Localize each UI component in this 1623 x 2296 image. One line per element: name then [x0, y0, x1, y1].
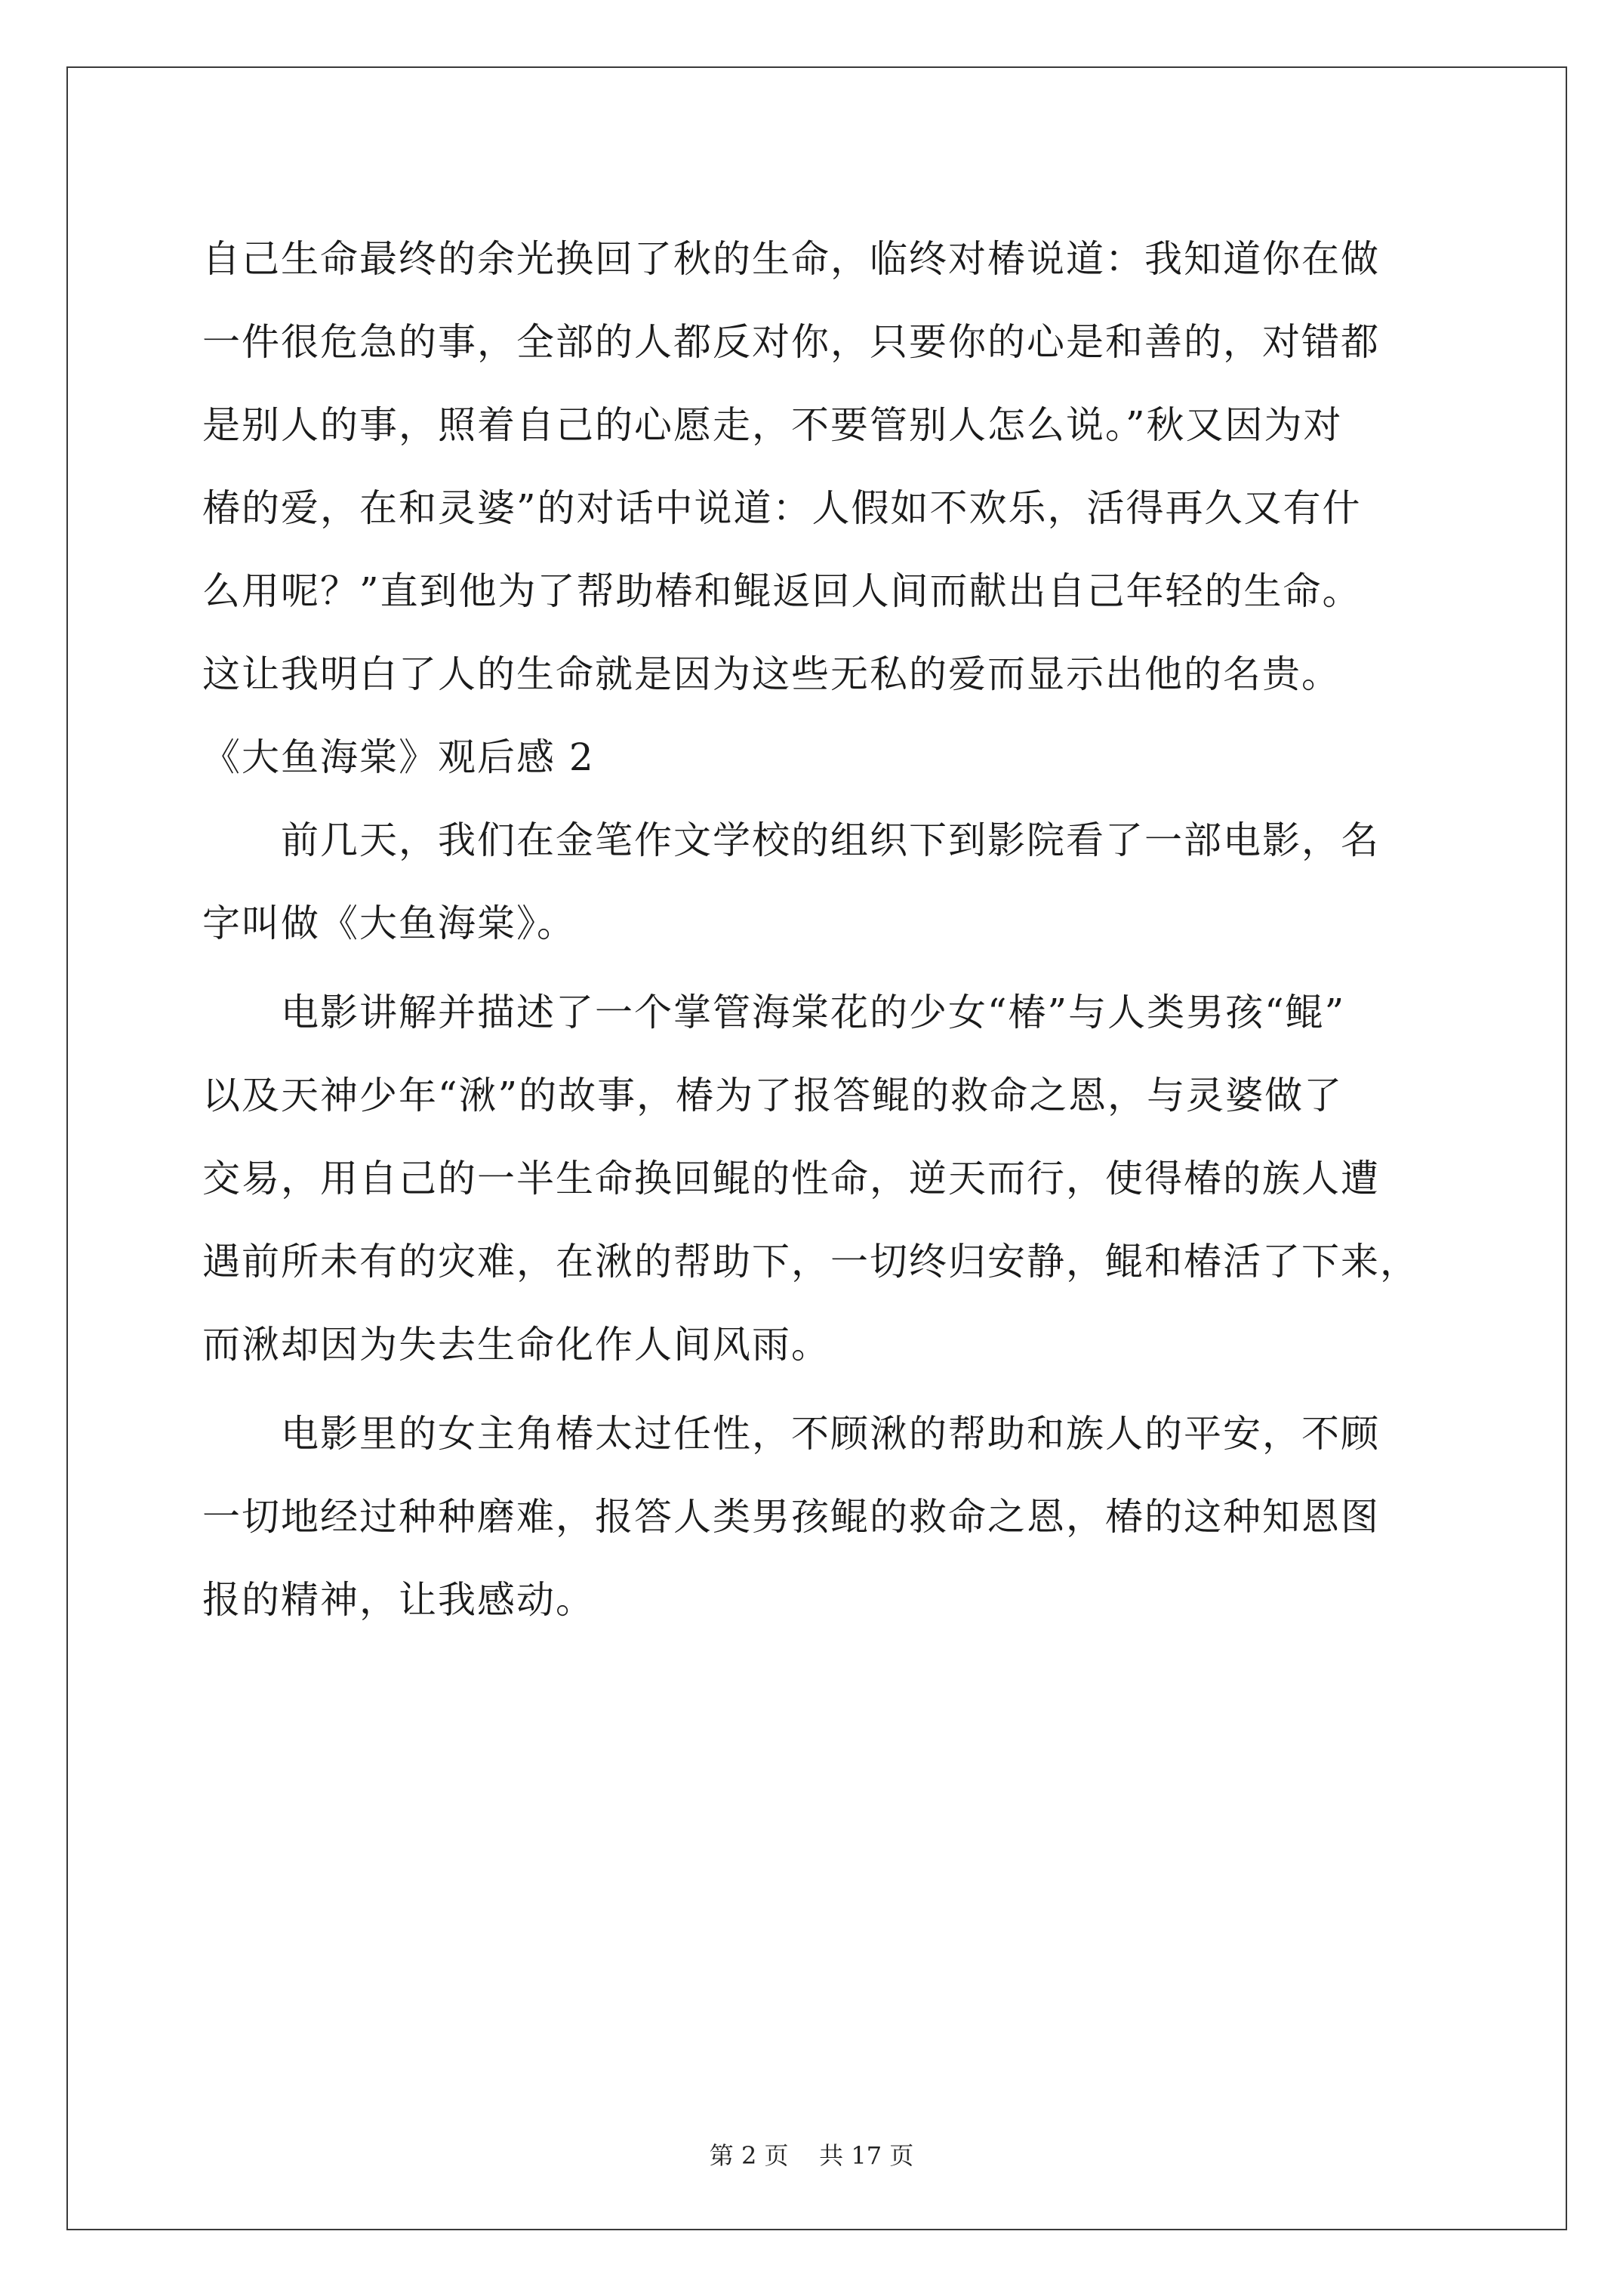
page-number-footer: 第 2 页 共 17 页 — [709, 2141, 914, 2170]
text-line: 电影里的女主角椿太过任性，不顾湫的帮助和族人的平安，不顾 — [281, 1412, 1380, 1456]
text-line: 一件很危急的事，全部的人都反对你，只要你的心是和善的，对错都 — [202, 320, 1380, 364]
paragraph-3 — [202, 971, 1471, 1386]
text-line: 一切地经过种种磨难，报答人类男孩鲲的救命之恩，椿的这种知恩图 — [202, 1495, 1380, 1539]
text-line: 电影讲解并描述了一个掌管海棠花的少女“椿”与人类男孩“鲲” — [281, 991, 1346, 1034]
text-line: 字叫做《大鱼海棠》。 — [202, 901, 576, 945]
text-line: 交易，用自己的一半生命换回鲲的性命，逆天而行，使得椿的族人遭 — [202, 1157, 1380, 1200]
text-line: 这让我明白了人的生命就是因为这些无私的爱而显示出他的名贵。 — [202, 652, 1341, 696]
text-line: 遇前所未有的灾难，在湫的帮助下，一切终归安静，鲲和椿活了下来， — [202, 1240, 1419, 1284]
paragraph-1 — [202, 217, 1471, 716]
paragraph-4 — [202, 1392, 1471, 1641]
text-line: 椿的爱，在和灵婆”的对话中说道：人假如不欢乐，活得再久又有什 — [202, 486, 1362, 530]
paragraph-2 — [202, 799, 1471, 965]
text-line: 前几天，我们在金笔作文学校的组织下到影院看了一部电影，名 — [281, 818, 1380, 862]
text-line: 自己生命最终的余光换回了秋的生命，临终对椿说道：我知道你在做 — [202, 237, 1380, 281]
text-line: 而湫却因为失去生命化作人间风雨。 — [202, 1323, 830, 1367]
section-heading: 《大鱼海棠》观后感 2 — [202, 735, 595, 779]
text-line: 么用呢？”直到他为了帮助椿和鲲返回人间而献出自己年轻的生命。 — [202, 569, 1362, 613]
text-line: 是别人的事，照着自己的心愿走，不要管别人怎么说。”秋又因为对 — [202, 403, 1343, 447]
text-line: 以及天神少年“湫”的故事，椿为了报答鲲的救命之恩，与灵婆做了 — [202, 1074, 1344, 1117]
text-line: 报的精神，让我感动。 — [202, 1578, 595, 1622]
document-body — [202, 217, 1471, 1641]
